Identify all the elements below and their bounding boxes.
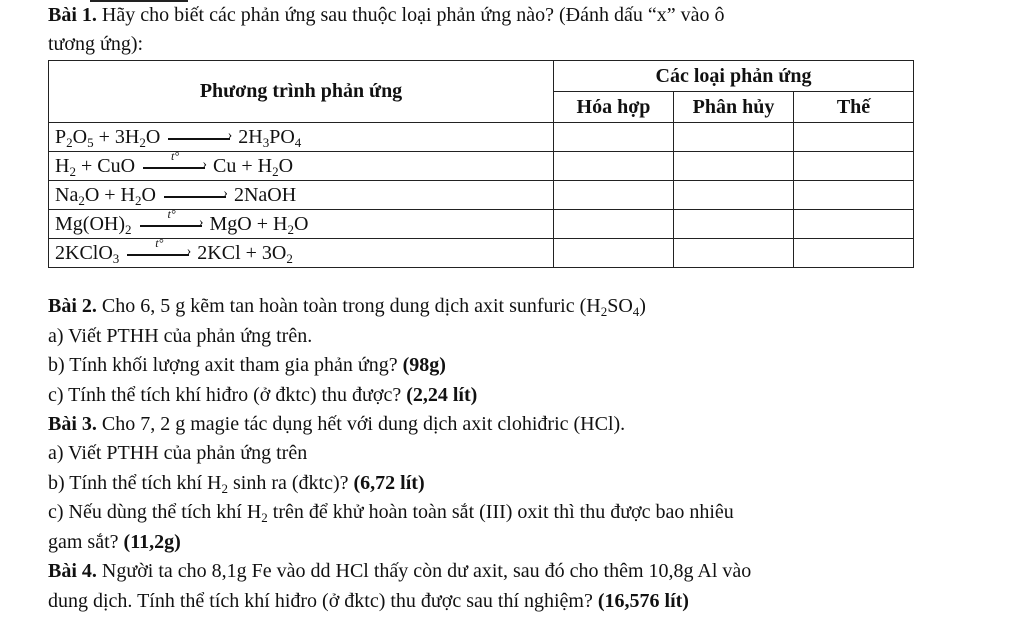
bai3-b-text2: sinh ra (đktc)?	[228, 472, 354, 494]
bai2-line	[48, 295, 646, 317]
bai1-title: Bài 1.	[48, 4, 97, 26]
arrow-label: t°	[171, 149, 180, 164]
equation-cell	[49, 207, 554, 239]
rhs-part: 2KCl + 3O	[197, 241, 287, 264]
table-row	[49, 210, 914, 239]
rhs-part: PO	[269, 125, 295, 148]
answer-cell-phan-huy[interactable]	[674, 210, 794, 239]
answer-cell-hoa-hop[interactable]	[554, 210, 674, 239]
reaction-arrow-icon: › t°	[143, 165, 205, 169]
bai3-b-sub: 2	[221, 481, 228, 496]
bai3-line	[48, 413, 625, 435]
lhs-part: H	[55, 154, 70, 177]
bai3-c-sub: 2	[261, 510, 268, 525]
answer-cell-hoa-hop[interactable]	[554, 239, 674, 268]
reaction-arrow-icon: › t°	[127, 252, 189, 256]
table-row	[49, 152, 914, 181]
bai1-line1	[48, 4, 724, 26]
bai3-c-answer: (11,2g)	[123, 531, 181, 553]
bai2-text3: )	[639, 295, 646, 317]
equation-cell	[49, 236, 554, 268]
answer-cell-phan-huy[interactable]	[674, 181, 794, 210]
answer-cell-the[interactable]	[794, 210, 914, 239]
lhs-part: 2	[78, 192, 85, 208]
equation-cell	[49, 123, 554, 152]
header-categories: Các loại phản ứng	[554, 61, 914, 92]
table-row	[49, 181, 914, 210]
rhs-part: 4	[294, 134, 302, 150]
bai3-b-text1: b) Tính thể tích khí H	[48, 472, 222, 494]
lhs-part: O	[145, 125, 161, 148]
lhs-part: 3	[112, 250, 120, 266]
lhs-part: O	[72, 125, 88, 148]
lhs-part: + 3H	[93, 125, 140, 148]
bai2-text: Cho 6, 5 g kẽm tan hoàn toàn trong dung dịch axit sunfuric (H	[96, 295, 601, 317]
answer-cell-phan-huy[interactable]	[674, 123, 794, 152]
lhs-part: O + H	[84, 183, 135, 206]
bai3-title: Bài 3.	[48, 413, 97, 435]
lhs-part: Mg(OH)	[55, 212, 125, 235]
lhs-part: 2	[135, 192, 142, 208]
bai1-line2	[48, 33, 143, 55]
lhs-part: 5	[87, 134, 94, 150]
bai3-a: a) Viết PTHH của phản ứng trên	[48, 442, 308, 464]
top-rule	[90, 0, 188, 2]
lhs-part: 2	[125, 221, 132, 237]
bai1-text-1: Hãy cho biết các phản ứng sau thuộc loại phản ứng nào? (Đánh dấu “x” vào ô	[96, 4, 725, 26]
bai2-b	[48, 354, 446, 376]
answer-cell-the[interactable]	[794, 152, 914, 181]
bai4-line1	[48, 560, 751, 582]
bai3-c-text2: trên để khử hoàn toàn sắt (III) oxit thì thu được bao nhiêu	[267, 501, 734, 523]
bai2-title: Bài 2.	[48, 295, 97, 317]
bai3-c-line2	[48, 531, 181, 553]
rhs-part: 2	[287, 221, 294, 237]
bai3-c-text3: gam sắt?	[48, 531, 124, 553]
header-equation: Phương trình phản ứng	[49, 61, 554, 123]
subheader-hoa-hop: Hóa hợp	[554, 92, 674, 123]
answer-cell-hoa-hop[interactable]	[554, 181, 674, 210]
rhs-part: 2H	[238, 125, 263, 148]
rhs-part: 2NaOH	[233, 183, 297, 206]
rhs-part: Cu + H	[213, 154, 273, 177]
equation-cell	[49, 181, 554, 210]
bai2-sub1: 2	[600, 304, 608, 319]
rhs-part: 2	[286, 250, 293, 266]
table-row	[49, 123, 914, 152]
subheader-the: Thế	[794, 92, 914, 123]
answer-cell-hoa-hop[interactable]	[554, 152, 674, 181]
answer-cell-the[interactable]	[794, 123, 914, 152]
reaction-arrow-icon: ›	[168, 136, 230, 140]
bai3-text: Cho 7, 2 g magie tác dụng hết với dung dịch axit clohiđric (HCl).	[96, 413, 626, 435]
bai2-text2: SO	[607, 295, 633, 317]
bai2-c-text: c) Tính thể tích khí hiđro (ở đktc) thu được?	[48, 384, 407, 406]
bai2-c-answer: (2,24 lít)	[406, 384, 478, 406]
lhs-part: 2	[69, 163, 76, 179]
bai4-text1: Người ta cho 8,1g Fe vào dd HCl thấy còn dư axit, sau đó cho thêm 10,8g Al vào	[96, 560, 752, 582]
bai3-b	[48, 472, 425, 494]
bai4-title: Bài 4.	[48, 560, 97, 582]
reaction-table	[48, 60, 914, 268]
bai4-text2: dung dịch. Tính thể tích khí hiđro (ở đktc) thu được sau thí nghiệm?	[48, 590, 598, 612]
bai4-line2	[48, 590, 689, 612]
answer-cell-phan-huy[interactable]	[674, 239, 794, 268]
rhs-part: 2	[272, 163, 279, 179]
answer-cell-the[interactable]	[794, 239, 914, 268]
bai3-c-line1	[48, 501, 734, 523]
reaction-arrow-icon: ›	[164, 194, 226, 198]
rhs-part: MgO + H	[209, 212, 288, 235]
rhs-part: 3	[262, 134, 270, 150]
bai2-sub2: 4	[632, 304, 640, 319]
bai4-answer: (16,576 lít)	[597, 590, 689, 612]
bai2-a: a) Viết PTHH của phản ứng trên.	[48, 325, 313, 347]
arrow-label: t°	[167, 207, 176, 222]
bai2-b-text: b) Tính khối lượng axit tham gia phản ứng?	[48, 354, 403, 376]
table-row	[49, 239, 914, 268]
lhs-part: 2	[66, 134, 73, 150]
answer-cell-phan-huy[interactable]	[674, 152, 794, 181]
bai2-c	[48, 384, 477, 406]
reaction-arrow-icon: › t°	[140, 223, 202, 227]
rhs-part: O	[278, 154, 294, 177]
lhs-part: O	[141, 183, 156, 206]
lhs-part: 2	[139, 134, 146, 150]
reaction-rows	[49, 123, 914, 268]
subheader-phan-huy: Phân hủy	[674, 92, 794, 123]
lhs-part: Na	[55, 183, 79, 206]
answer-cell-hoa-hop[interactable]	[554, 123, 674, 152]
answer-cell-the[interactable]	[794, 181, 914, 210]
bai3-b-answer: (6,72 lít)	[353, 472, 425, 494]
arrow-label: t°	[155, 236, 164, 251]
lhs-part: + CuO	[75, 154, 136, 177]
bai2-b-answer: (98g)	[402, 354, 446, 376]
rhs-part: O	[293, 212, 309, 235]
bai3-c-text1: c) Nếu dùng thể tích khí H	[48, 501, 262, 523]
lhs-part: 2KClO	[55, 241, 113, 264]
bai1-text-2: tương ứng):	[48, 33, 144, 55]
lhs-part: P	[55, 125, 67, 148]
equation-cell	[49, 149, 554, 181]
